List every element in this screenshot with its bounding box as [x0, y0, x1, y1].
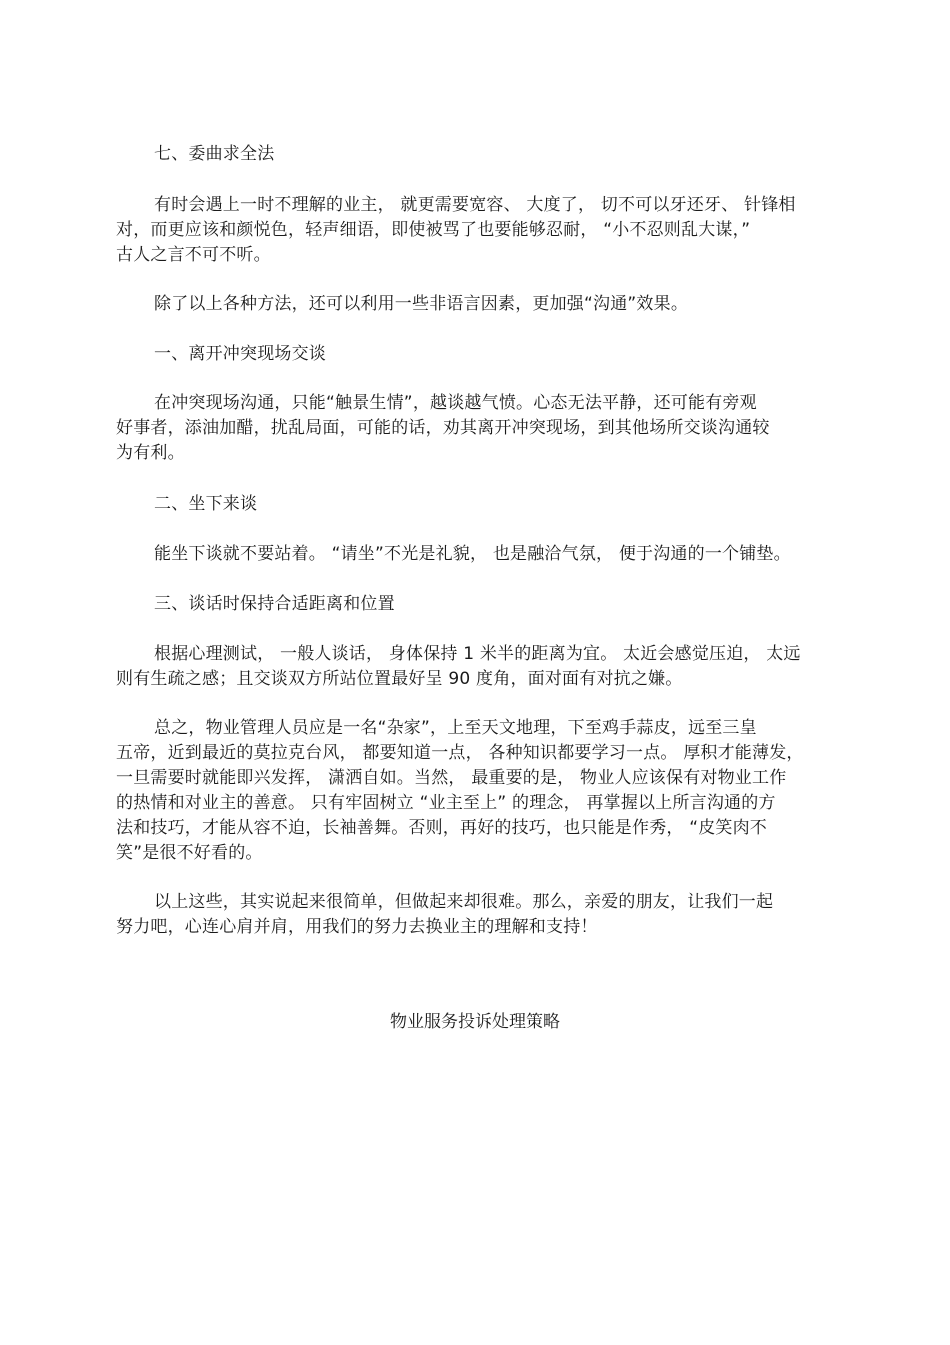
paragraph-1-line-3: 为有利。 — [116, 443, 185, 463]
paragraph-closing-line-2: 努力吧，心连心肩并肩，用我们的努力去换业主的理解和支持！ — [116, 917, 598, 937]
paragraph-3-line-1: 根据心理测试， 一般人谈话， 身体保持 1 米半的距离为宜。 太近会感觉压迫， 太远 — [154, 644, 801, 664]
paragraph-1-line-2: 好事者，添油加醋，扰乱局面，可能的话，劝其离开冲突现场，到其他场所交谈沟通较 — [116, 418, 770, 438]
paragraph-nonverbal: 除了以上各种方法，还可以利用一些非语言因素，更加强“沟通”效果。 — [154, 294, 689, 314]
paragraph-7-line-2: 对，而更应该和颜悦色，轻声细语，即使被骂了也要能够忍耐， “小不忍则乱大谋，” — [116, 220, 751, 240]
paragraph-1-line-1: 在冲突现场沟通，只能“触景生情”，越谈越气愤。心态无法平静，还可能有旁观 — [154, 393, 757, 413]
paragraph-summary-line-4: 的热情和对业主的善意。 只有牢固树立 “业主至上” 的理念， 再掌握以上所言沟通的方 — [116, 793, 776, 813]
section-heading-3: 三、谈话时保持合适距离和位置 — [154, 594, 395, 614]
section-heading-1: 一、离开冲突现场交谈 — [154, 344, 326, 364]
paragraph-7-line-1: 有时会遇上一时不理解的业主， 就更需要宽容、 大度了， 切不可以牙还牙、 针锋相 — [154, 195, 796, 215]
paragraph-summary-line-1: 总之，物业管理人员应是一名“杂家”，上至天文地理，下至鸡手蒜皮，远至三皇 — [154, 718, 757, 738]
paragraph-7-line-3: 古人之言不可不听。 — [116, 245, 271, 265]
paragraph-summary-line-5: 法和技巧，才能从容不迫，长袖善舞。否则，再好的技巧，也只能是作秀， “皮笑肉不 — [116, 818, 768, 838]
paragraph-summary-line-2: 五帝，近到最近的莫拉克台风， 都要知道一点， 各种知识都要学习一点。 厚积才能薄发， — [116, 743, 804, 763]
paragraph-summary-line-6: 笑”是很不好看的。 — [116, 843, 263, 863]
paragraph-3-line-2: 则有生疏之感；且交谈双方所站位置最好呈 90 度角，面对面有对抗之嫌。 — [116, 669, 683, 689]
next-document-title: 物业服务投诉处理策略 — [390, 1012, 560, 1032]
section-heading-7: 七、委曲求全法 — [154, 144, 275, 164]
paragraph-closing-line-1: 以上这些，其实说起来很简单，但做起来却很难。那么，亲爱的朋友，让我们一起 — [154, 892, 774, 912]
section-heading-2: 二、坐下来谈 — [154, 494, 258, 514]
paragraph-summary-line-3: 一旦需要时就能即兴发挥， 潇洒自如。当然， 最重要的是， 物业人应该保有对物业工作 — [116, 768, 787, 788]
paragraph-2: 能坐下谈就不要站着。 “请坐”不光是礼貌， 也是融洽气氛， 便于沟通的一个铺垫。 — [154, 544, 791, 564]
